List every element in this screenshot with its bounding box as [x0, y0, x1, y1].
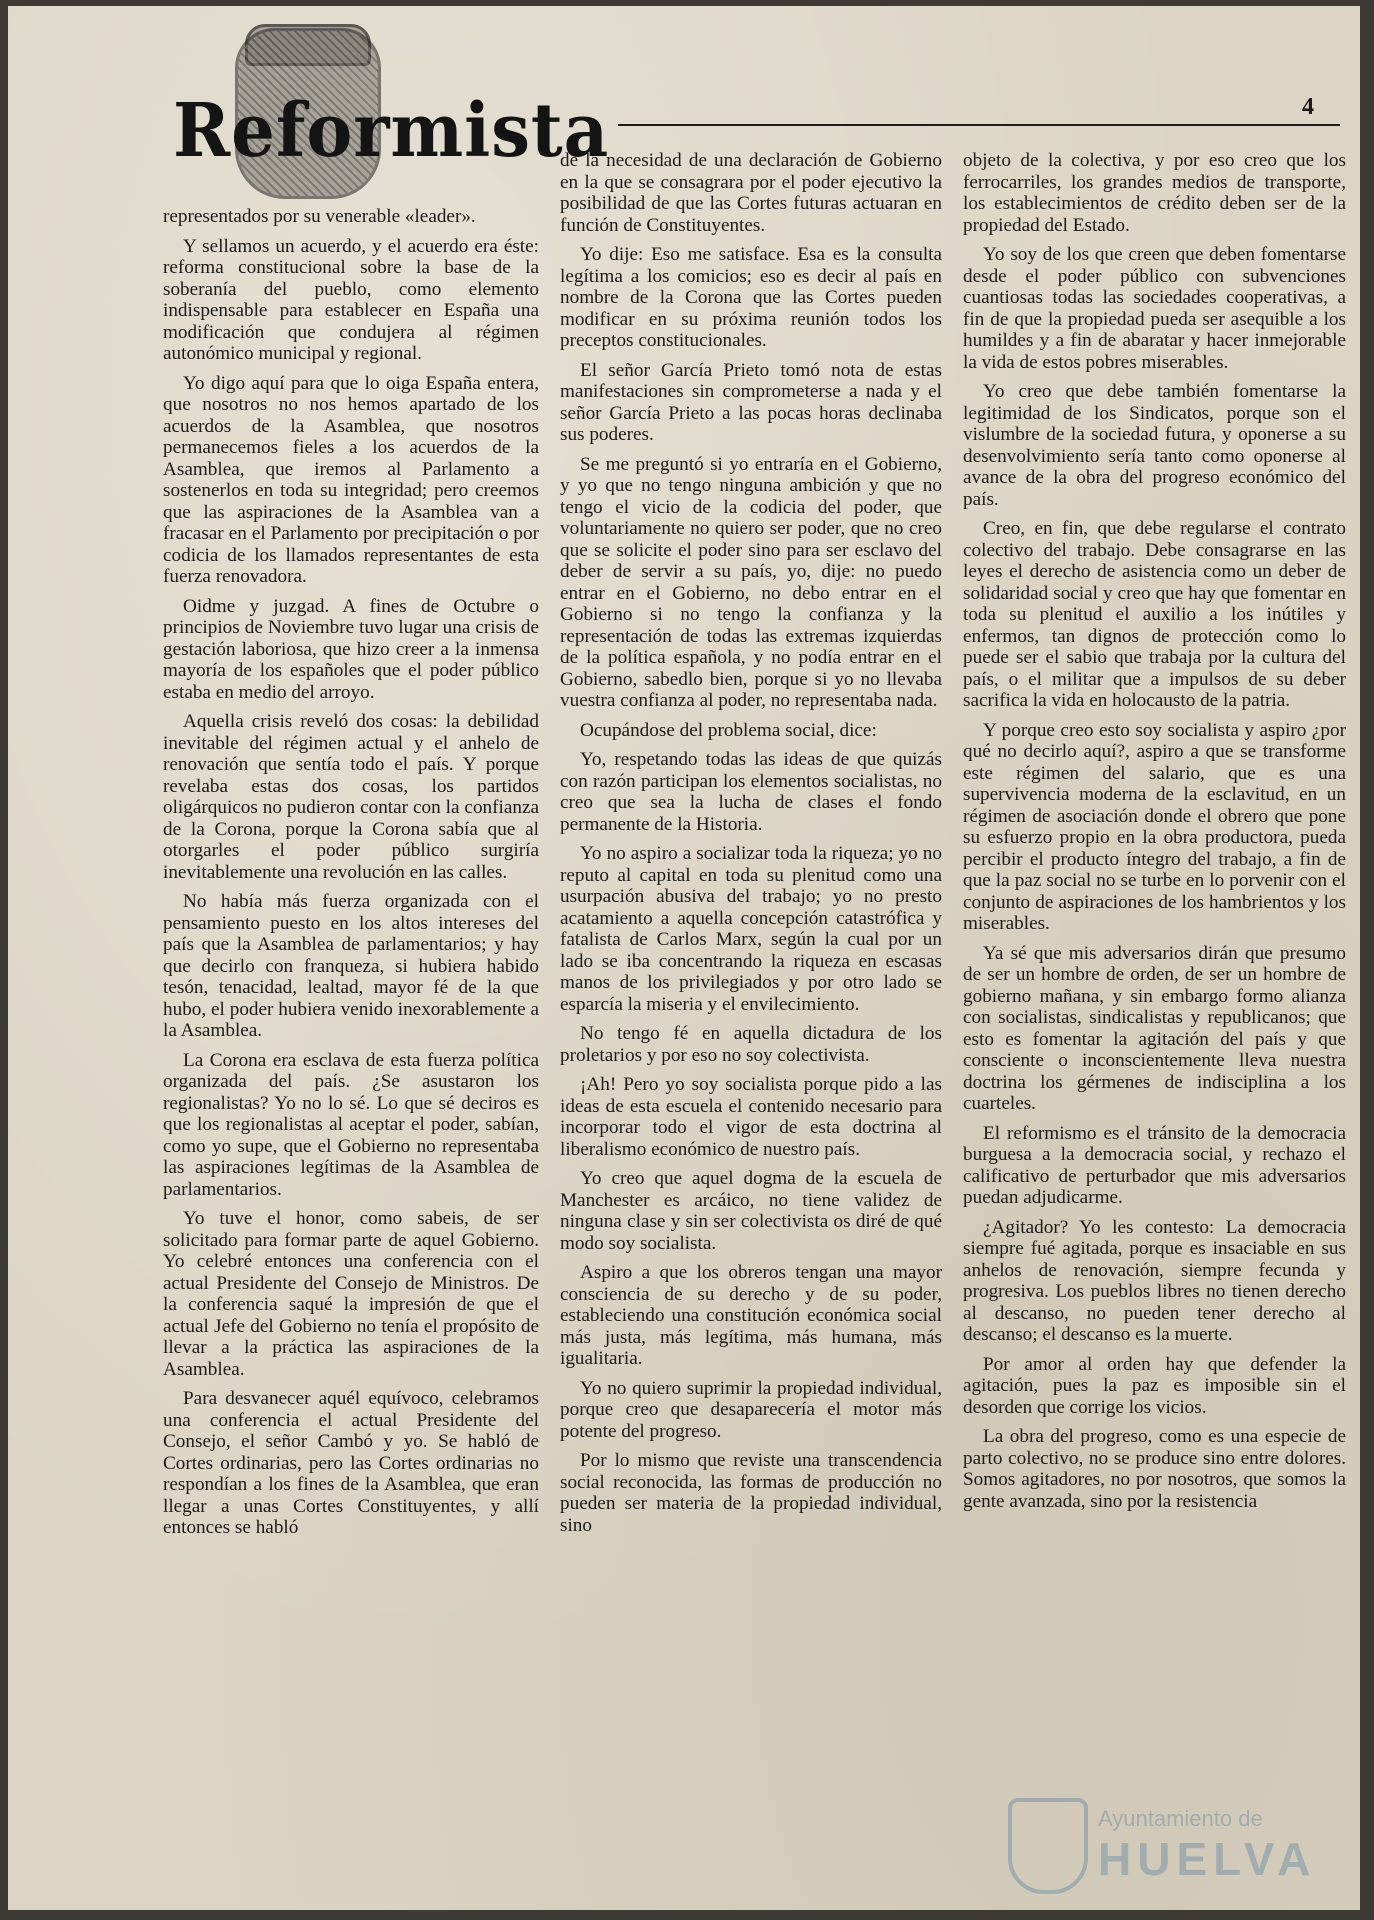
paragraph: Se me preguntó si yo entraría en el Gobierno, y yo que no tengo ninguna ambición y que no tengo el vicio de la codicia del poder, que voluntariamente no quiero ser poder, que no creo que se solicite el poder sino para ser esclavo del deber de servir a su país, yo, dije: no puedo entrar en el Gobierno, no debo entrar en el Gobierno si no tengo la confianza y la representación de todas las extremas izquierdas de la política española, y no podía entrar en el Gobierno, sabedlo bien, porque si yo no llevaba vuestra confianza al poder, no representaba nada.: [560, 453, 942, 711]
paragraph: de la necesidad de una declaración de Gobierno en la que se consagrara por el poder ejecutivo la posibilidad de que las Cortes futuras actuaran en función de Constituyentes.: [560, 150, 942, 236]
watermark-line-2: HUELVA: [1098, 1833, 1317, 1885]
paragraph: Y sellamos un acuerdo, y el acuerdo era éste: reforma constitucional sobre la base de la soberanía del pueblo, como elemento indispensable para establecer en España una modificación que condujera al régimen autonómico municipal y regional.: [163, 235, 539, 364]
paragraph: Yo no aspiro a socializar toda la riqueza; yo no reputo al capital en toda su plenitud como una usurpación abusiva del trabajo; yo no presto acatamiento a aquella concepción catastrófica y fatalista de Carlos Marx, según la cual por un lado se iba concentrando la riqueza en escasas manos de los privilegiados y por otro lado se esparcía la miseria y el envilecimiento.: [560, 843, 942, 1015]
paragraph: Y porque creo esto soy socialista y aspiro ¿por qué no decirlo aquí?, aspiro a que se transforme este régimen del salario, que es una supervivencia moderna de la esclavitud, en un régimen de asociación donde el obrero que pone su esfuerzo propio en la obra productora, pueda percibir el producto íntegro del trabajo, a fin de que la paz social no se turbe en lo porvenir con el conjunto de aspiraciones de los hambrientos y los miserables.: [963, 719, 1346, 934]
paragraph: La Corona era esclava de esta fuerza política organizada del país. ¿Se asustaron los regionalistas? Yo no lo sé. Lo que sé deciros es que los regionalistas al aceptar el poder, sabían, como yo supe, que el Gobierno no representaba las aspiraciones legítimas de la Asamblea de parlamentarios.: [163, 1049, 539, 1200]
paragraph: Creo, en fin, que debe regularse el contrato colectivo del trabajo. Debe consagrarse en las leyes el derecho de asistencia como un deber de solidaridad social y creo que hay que fomentar en toda su plenitud el auxilio a los inútiles y enfermos, tan dignos de protección como lo puede ser el sabio que trabaja por la cultura del país, o el militar que a impulsos de su deber sacrifica la vida en holocausto de la patria.: [963, 518, 1346, 711]
paragraph: objeto de la colectiva, y por eso creo que los ferrocarriles, los grandes medios de transporte, los establecimientos de crédito deben ser de la propiedad del Estado.: [963, 150, 1346, 236]
paragraph: Yo creo que aquel dogma de la escuela de Manchester es arcáico, no tiene validez de ninguna clase y sin ser colectivista os diré de qué modo soy socialista.: [560, 1168, 942, 1254]
paragraph: Por amor al orden hay que defender la agitación, pues la paz es imposible sin el desorden que corrige los vicios.: [963, 1353, 1346, 1418]
paragraph: representados por su venerable «leader».: [163, 206, 476, 227]
masthead-title: Reformista: [173, 88, 610, 174]
paragraph: ¡Ah! Pero yo soy socialista porque pido a las ideas de esta escuela el contenido necesario para incorporar todo el vigor de esta doctrina al liberalismo económico de nuestro país.: [560, 1074, 942, 1160]
paragraph: Aspiro a que los obreros tengan una mayor consciencia de su derecho y de su poder, estableciendo una constitución económica social más justa, más legítima, más humana, más igualitaria.: [560, 1262, 942, 1369]
paragraph: Para desvanecer aquél equívoco, celebramos una conferencia el actual Presidente del Consejo, el señor Cambó y yo. Se habló de Cortes ordinarias, pero las Cortes ordinarias no respondían a los fines de la Asamblea, que eran llegar a unas Cortes Constituyentes, y allí entonces se habló: [163, 1388, 539, 1538]
paragraph: Yo dije: Eso me satisface. Esa es la consulta legítima a los comicios; eso es decir al país en nombre de la Corona que las Cortes pueden modificar en su próxima reunión todos los preceptos constitucionales.: [560, 244, 942, 351]
paragraph: Yo, respetando todas las ideas de que quizás con razón participan los elementos socialistas, no creo que sea la lucha de clases el fondo permanente de la Historia.: [560, 749, 942, 835]
archive-watermark: [1008, 1788, 1338, 1898]
paragraph: Aquella crisis reveló dos cosas: la debilidad inevitable del régimen actual y el anhelo de renovación que sentía todo el país. Y porque revelaba estas dos cosas, los partidos oligárquicos no pudieron contar con la confianza de la Corona, porque la Corona sabía que al otorgarles el poder público surgiría inevitablemente una revolución en las calles.: [163, 711, 539, 883]
paragraph: Yo no quiero suprimir la propiedad individual, porque creo que desaparecería el motor más potente del progreso.: [560, 1377, 942, 1442]
paragraph: ¿Agitador? Yo les contesto: La democracia siempre fué agitada, porque es insaciable en sus anhelos de renovación, siempre fecunda y progresiva. Los pueblos libres no tienen derecho al descanso, no pueden tener derecho al descanso; el descanso es la muerte.: [963, 1216, 1346, 1345]
text-column-1: [163, 206, 539, 1786]
header-rule: [618, 124, 1340, 126]
paragraph: Yo soy de los que creen que deben fomentarse desde el poder público con subvenciones cuantiosas todas las sociedades cooperativas, a fin de que la propiedad pueda ser asequible a los humildes y a fin de abaratar y hacer inmejorable la vida de estos pobres miserables.: [963, 244, 1346, 373]
paragraph: Yo tuve el honor, como sabeis, de ser solicitado para formar parte de aquel Gobierno. Yo celebré entonces una conferencia con el actual Presidente del Consejo de Ministros. De la conferencia saqué la impresión de que el actual Jefe del Gobierno no tenía el propósito de llevar a la práctica las aspiraciones de la Asamblea.: [163, 1208, 539, 1380]
paragraph: Yo creo que debe también fomentarse la legitimidad de los Sindicatos, porque son el vislumbre de la sociedad futura, y oponerse a su desenvolvimiento sería tanto como oponerse al avance de la obra del progreso económico del país.: [963, 381, 1346, 510]
text-column-2: [560, 150, 942, 1790]
page-number: 4: [1302, 94, 1314, 120]
paragraph: El reformismo es el tránsito de la democracia burguesa a la democracia social, y rechazo el calificativo de perturbador que mis adversarios puedan adjudicarme.: [963, 1122, 1346, 1208]
paragraph: Oidme y juzgad. A fines de Octubre o principios de Noviembre tuvo lugar una crisis de gestación laboriosa, que hizo creer a la inmensa mayoría de los españoles que el poder público estaba en medio del arroyo.: [163, 595, 539, 703]
paragraph: La obra del progreso, como es una especie de parto colectivo, no se produce sino entre dolores. Somos agitadores, no por nosotros, que somos la gente avanzada, sino por la resistencia: [963, 1426, 1346, 1512]
shield-icon: [1008, 1798, 1088, 1894]
paragraph: Ocupándose del problema social, dice:: [580, 719, 877, 741]
paragraph: No había más fuerza organizada con el pensamiento puesto en los altos intereses del país que la Asamblea de parlamentarios; y hay que decirlo con franqueza, si hubiera habido tesón, tenacidad, lealtad, mayor fé de la que hubo, el poder hubiera venido inexorablemente a la Asamblea.: [163, 891, 539, 1041]
masthead: [173, 28, 613, 206]
paragraph: Ya sé que mis adversarios dirán que presumo de ser un hombre de orden, de ser un hombre de gobierno mañana, y sin embargo formo alianza con socialistas, sindicalistas y republicanos; que esto es fomentar la agitación del país y que consciente o inconscientemente lleva nuestra doctrina los gérmenes de indisciplina a los cuarteles.: [963, 942, 1346, 1114]
paragraph: Por lo mismo que reviste una transcendencia social reconocida, las formas de producción no pueden ser materia de la propiedad individual, sino: [560, 1450, 942, 1536]
paragraph: Yo digo aquí para que lo oiga España entera, que nosotros no nos hemos apartado de los acuerdos de la Asamblea, que nosotros permanecemos fieles a los acuerdos de la Asamblea, que iremos al Parlamento a sostenerlos en toda su integridad; pero creemos que las aspiraciones de la Asamblea van a fracasar en el Parlamento por precipitación o por codicia de los llamados representantes de esta fuerza renovadora.: [163, 372, 539, 587]
newspaper-page: [8, 6, 1360, 1910]
watermark-line-1: Ayuntamiento de: [1098, 1806, 1263, 1831]
paragraph: No tengo fé en aquella dictadura de los proletarios y por eso no soy colectivista.: [560, 1023, 942, 1066]
text-column-3: [963, 150, 1346, 1790]
paragraph: El señor García Prieto tomó nota de estas manifestaciones sin comprometerse a nada y el señor García Prieto a las pocas horas declinaba sus poderes.: [560, 359, 942, 445]
